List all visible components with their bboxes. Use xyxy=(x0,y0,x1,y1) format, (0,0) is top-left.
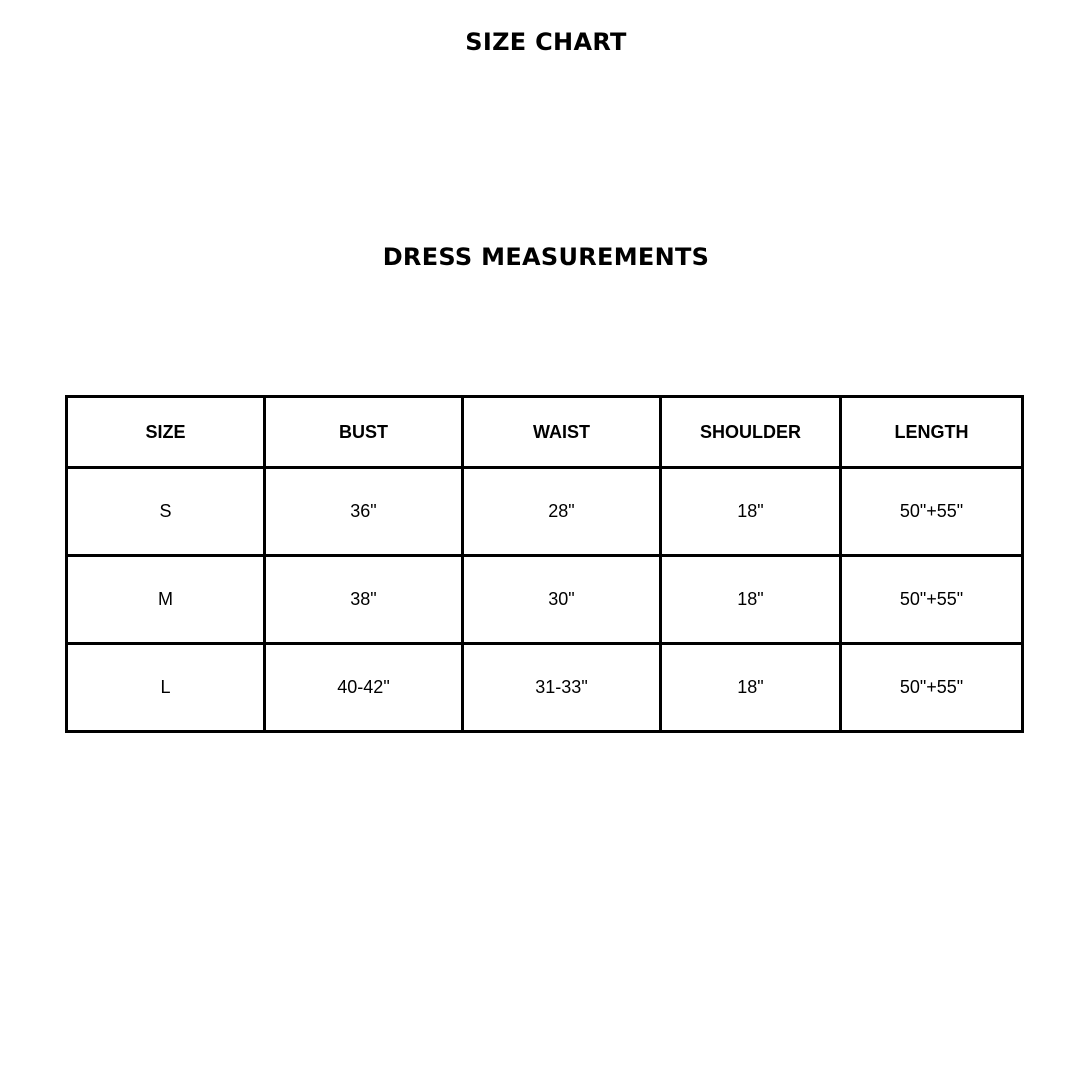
column-header-length: LENGTH xyxy=(841,397,1023,468)
cell-bust: 36" xyxy=(265,468,463,556)
cell-length: 50"+55" xyxy=(841,644,1023,732)
cell-length: 50"+55" xyxy=(841,468,1023,556)
cell-size: L xyxy=(67,644,265,732)
section-title: DRESS MEASUREMENTS xyxy=(382,243,710,271)
cell-shoulder: 18" xyxy=(661,556,841,644)
column-header-shoulder: SHOULDER xyxy=(661,397,841,468)
column-header-size: SIZE xyxy=(67,397,265,468)
page-title: SIZE CHART xyxy=(465,28,627,56)
cell-length: 50"+55" xyxy=(841,556,1023,644)
size-chart-table xyxy=(65,395,1024,733)
cell-waist: 30" xyxy=(463,556,661,644)
cell-shoulder: 18" xyxy=(661,644,841,732)
table-row xyxy=(67,644,1023,732)
table-row xyxy=(67,556,1023,644)
table-row xyxy=(67,468,1023,556)
column-header-bust: BUST xyxy=(265,397,463,468)
cell-size: M xyxy=(67,556,265,644)
cell-shoulder: 18" xyxy=(661,468,841,556)
cell-bust: 38" xyxy=(265,556,463,644)
table-header-row xyxy=(67,397,1023,468)
column-header-waist: WAIST xyxy=(463,397,661,468)
cell-waist: 28" xyxy=(463,468,661,556)
cell-bust: 40-42" xyxy=(265,644,463,732)
cell-size: S xyxy=(67,468,265,556)
cell-waist: 31-33" xyxy=(463,644,661,732)
